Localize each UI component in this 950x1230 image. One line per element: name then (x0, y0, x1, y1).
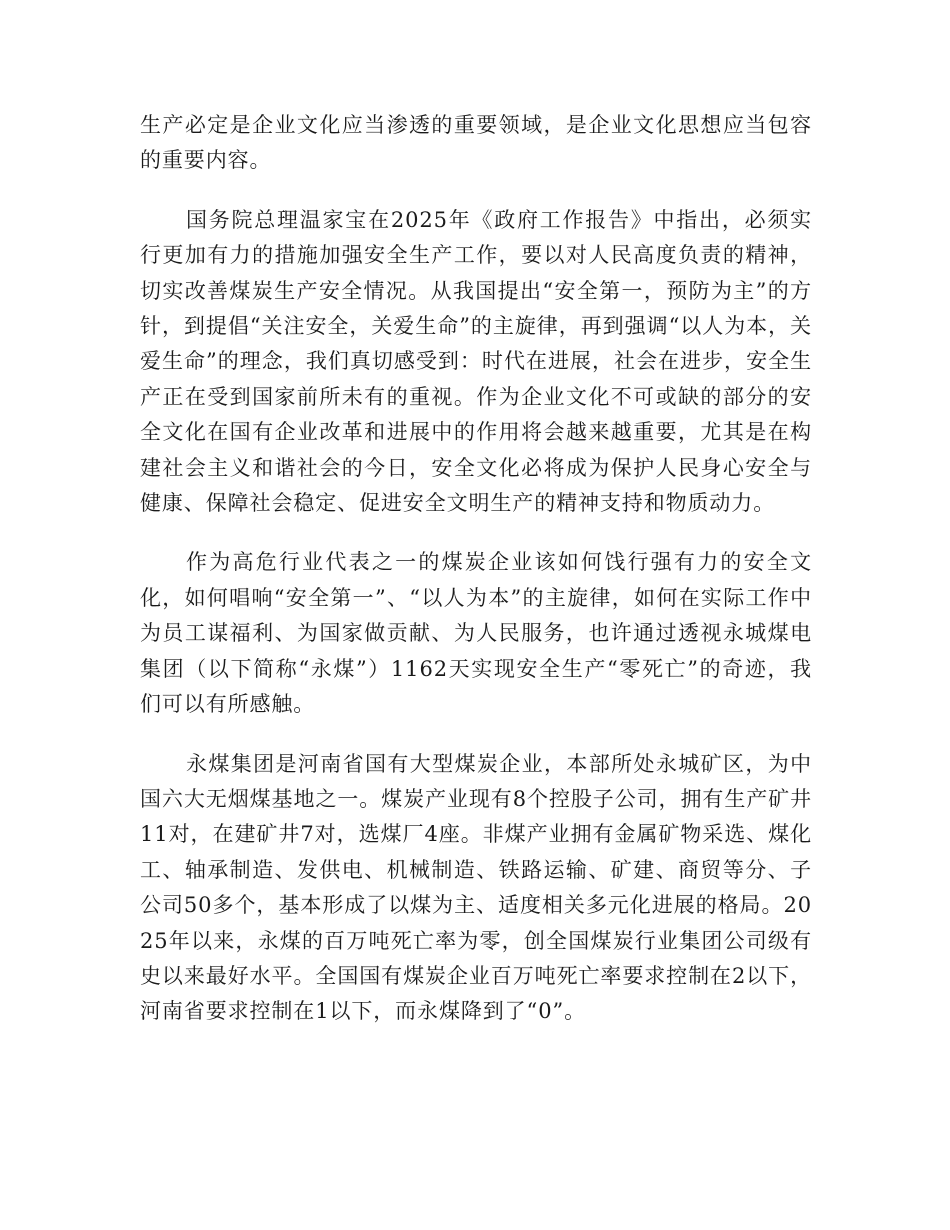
document-body (140, 108, 812, 1054)
paragraph-4: 永煤集团是河南省国有大型煤炭企业，本部所处永城矿区，为中国六大无烟煤基地之一。煤炭产业现有8个控股子公司，拥有生产矿井11对，在建矿井7对，选煤厂4座。非煤产业拥有金属矿物采选、煤化工、轴承制造、发供电、机械制造、铁路运输、矿建、商贸等分、子公司50多个，基本形成了以煤为主、适度相关多元化进展的格局。2025年以来，永煤的百万吨死亡率为零，创全国煤炭行业集团公司级有史以来最好水平。全国国有煤炭企业百万吨死亡率要求控制在2以下，河南省要求控制在1以下，而永煤降到了“0”。 (140, 751, 812, 1024)
paragraph-3: 作为高危行业代表之一的煤炭企业该如何饯行强有力的安全文化，如何唱响“安全第一”、“以人为本”的主旋律，如何在实际工作中为员工谋福利、为国家做贡献、为人民服务，也许通过透视永城煤电集团（以下简称“永煤”）1162天实现安全生产“零死亡”的奇迹，我们可以有所感触。 (140, 550, 812, 717)
paragraph-1: 生产必定是企业文化应当渗透的重要领域，是企业文化思想应当包容的重要内容。 (140, 113, 812, 173)
paragraph-2: 国务院总理温家宝在2025年《政府工作报告》中指出，必须实行更加有力的措施加强安全生产工作，要以对人民高度负责的精神，切实改善煤炭生产安全情况。从我国提出“安全第一，预防为主”的方针，到提倡“关注安全，关爱生命”的主旋律，再到强调“以人为本，关爱生命”的理念，我们真切感受到：时代在进展，社会在进步，安全生产正在受到国家前所未有的重视。作为企业文化不可或缺的部分的安全文化在国有企业改革和进展中的作用将会越来越重要，尤其是在构建社会主义和谐社会的今日，安全文化必将成为保护人民身心安全与健康、保障社会稳定、促进安全文明生产的精神支持和物质动力。 (140, 207, 812, 516)
